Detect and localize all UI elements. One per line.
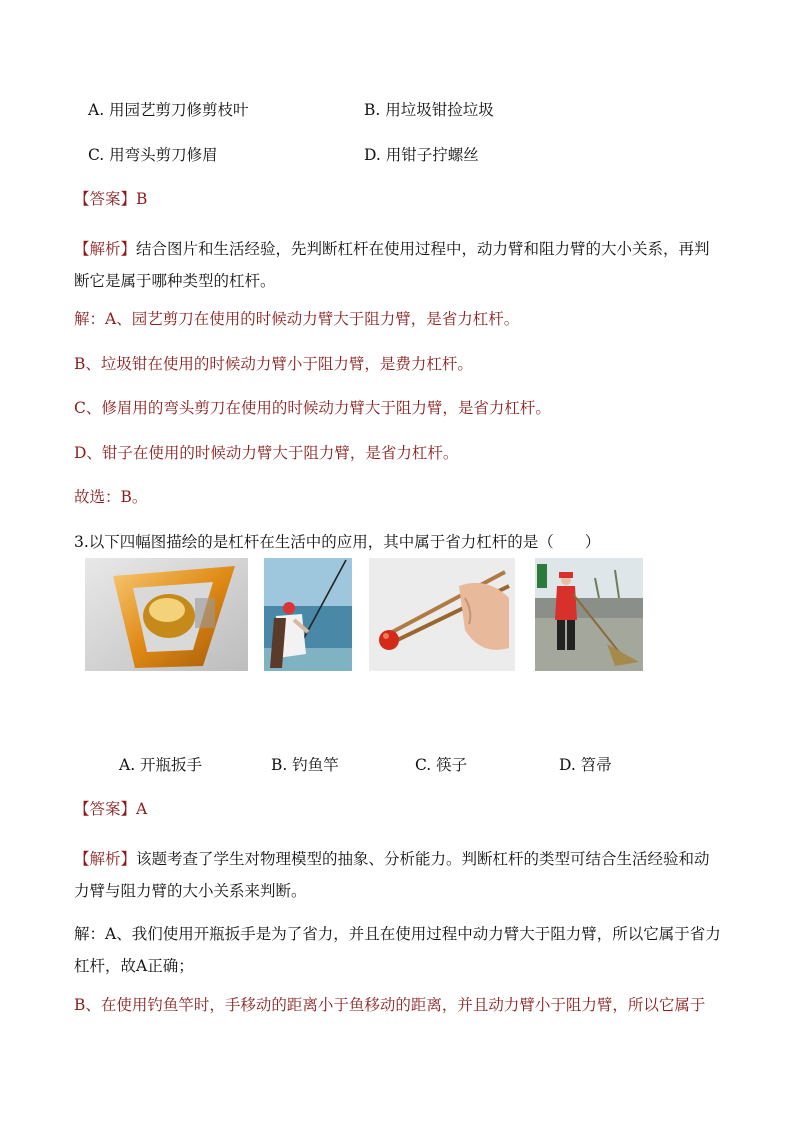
- q3-analysis-tag: 【解析】: [74, 850, 137, 868]
- q3-analysis-text: 该题考查了学生对物理模型的抽象、分析能力。判断杠杆的类型可结合生活经验和动力臂与阻力臂的大小关系来判断。: [74, 850, 710, 900]
- bottle-opener-image: [85, 558, 248, 671]
- q2-solution-c: C、修眉用的弯头剪刀在使用的时候动力臂大于阻力臂，是省力杠杆。: [74, 399, 551, 417]
- q3-answer: 【答案】A: [74, 800, 148, 818]
- q3-option-a: A. 开瓶扳手: [119, 756, 203, 774]
- q2-solution-a: 解：A、园艺剪刀在使用的时候动力臂大于阻力臂，是省力杠杆。: [74, 310, 520, 328]
- q2-analysis-text: 结合图片和生活经验，先判断杠杆在使用过程中，动力臂和阻力臂的大小关系，再判断它是属于哪种类型的杠杆。: [74, 240, 710, 290]
- q2-option-d: D. 用钳子拧螺丝: [364, 146, 479, 164]
- q2-option-c: C. 用弯头剪刀修眉: [88, 146, 218, 164]
- broom-image: [535, 558, 643, 671]
- q3-stem: 3.以下四幅图描绘的是杠杆在生活中的应用，其中属于省力杠杆的是（ ）: [74, 533, 601, 551]
- q3-option-b: B. 钓鱼竿: [271, 756, 339, 774]
- q3-analysis: [74, 843, 724, 907]
- q3-option-d: D. 笤帚: [559, 756, 612, 774]
- q2-choose: 故选：B。: [74, 488, 148, 506]
- q2-option-b: B. 用垃圾钳捡垃圾: [364, 101, 494, 119]
- q2-answer: 【答案】B: [74, 190, 148, 208]
- q3-option-c: C. 筷子: [415, 756, 468, 774]
- fishing-rod-image: [264, 558, 352, 671]
- q2-analysis: [74, 233, 724, 297]
- q3-solution-a: 解：A、我们使用开瓶扳手是为了省力，并且在使用过程中动力臂大于阻力臂，所以它属于省力杠杆，故A正确；: [74, 925, 721, 975]
- chopsticks-image: [369, 558, 515, 671]
- q2-solution-d: D、钳子在使用的时候动力臂大于阻力臂，是省力杠杆。: [74, 444, 459, 462]
- q2-option-a: A. 用园艺剪刀修剪枝叶: [88, 101, 249, 119]
- q3-solution-b: B、在使用钓鱼竿时，手移动的距离小于鱼移动的距离，并且动力臂小于阻力臂，所以它属于: [74, 996, 706, 1014]
- q2-analysis-tag: 【解析】: [74, 240, 137, 258]
- q2-solution-b: B、垃圾钳在使用的时候动力臂小于阻力臂，是费力杠杆。: [74, 355, 473, 373]
